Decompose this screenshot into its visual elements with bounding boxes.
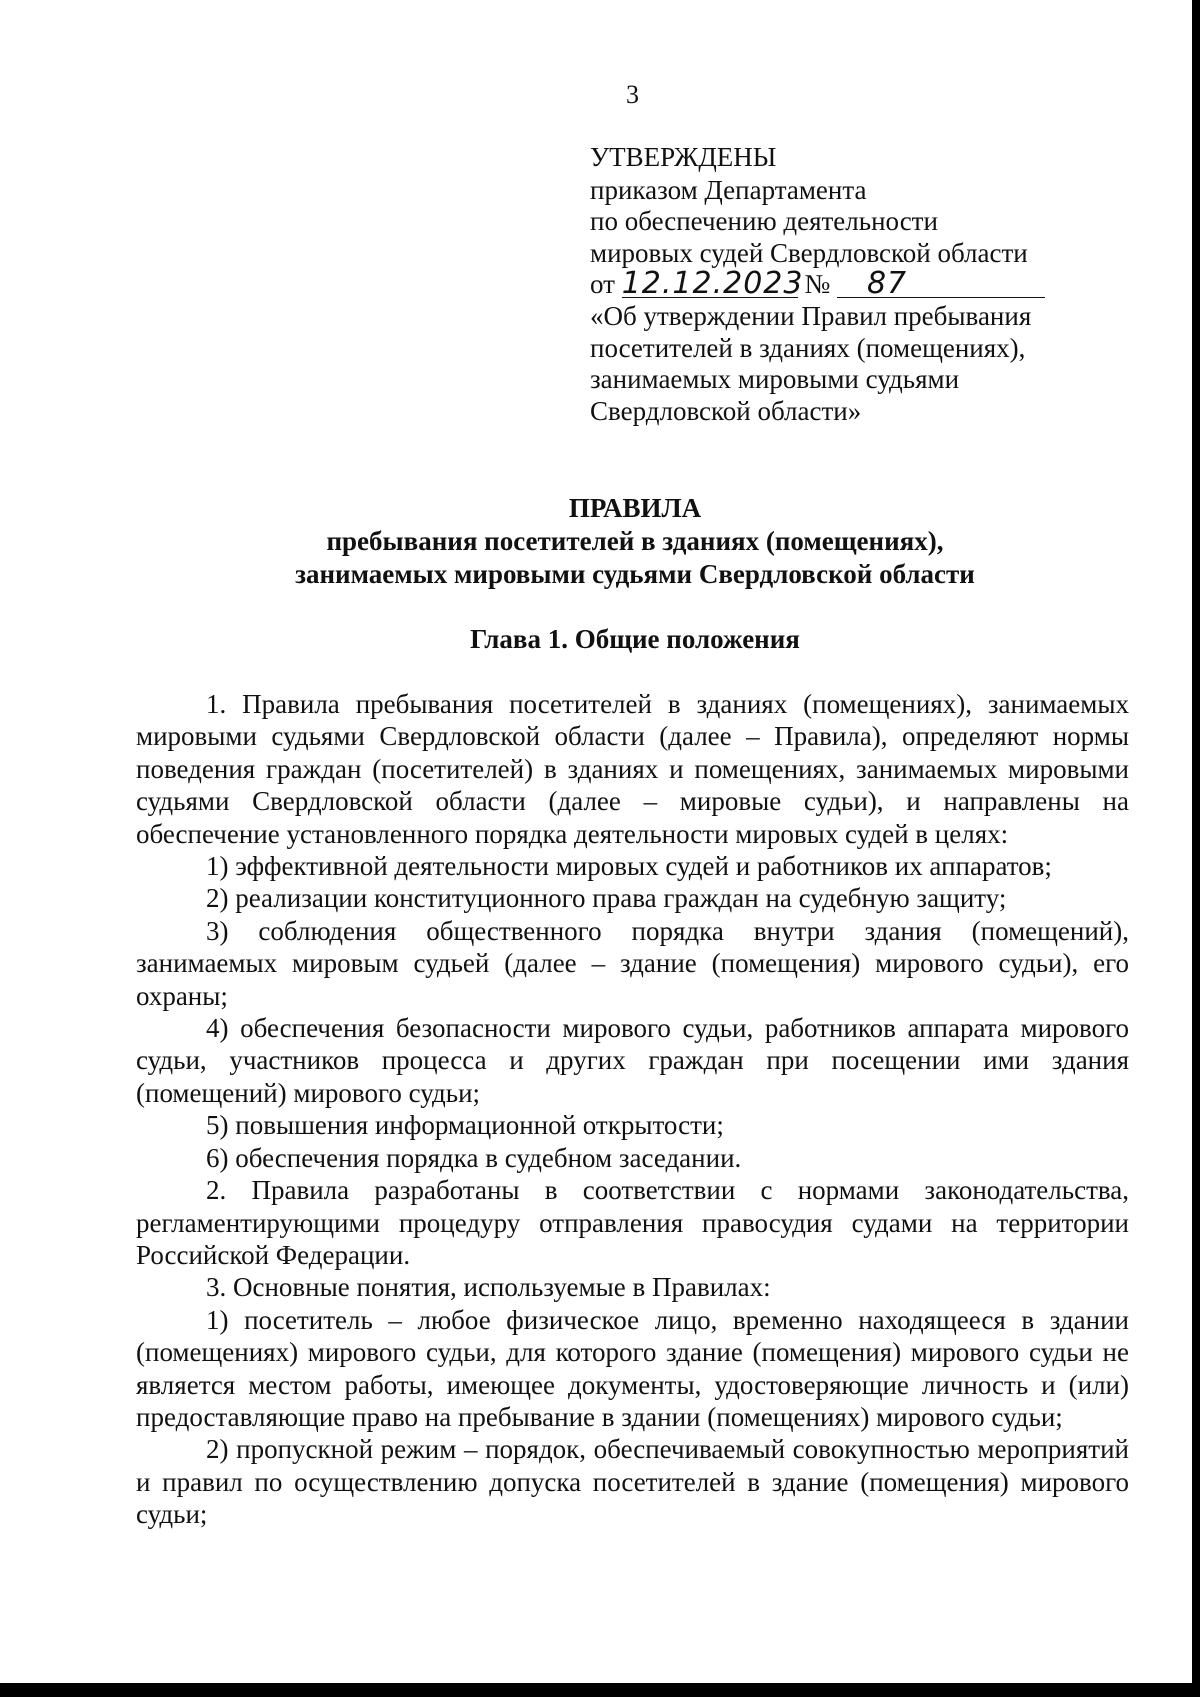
- document-subtitle: пребывания посетителей в зданиях (помещениях),: [326, 526, 944, 556]
- number-prefix: №: [804, 269, 831, 300]
- approval-title-line: занимаемых мировыми судьями: [590, 364, 960, 395]
- paragraph: 4) обеспечения безопасности мирового судьи, работников аппарата мирового судьи, участников процесса и других граждан при посещении ими здания (помещений) мирового судьи;: [136, 1013, 1129, 1108]
- document-body: [136, 688, 1129, 1531]
- handwritten-number: 87: [837, 271, 1045, 298]
- approval-heading: УТВЕРЖДЕНЫ: [590, 142, 777, 172]
- handwritten-date: 12.12.2023: [621, 266, 804, 302]
- approval-date-number-line: [590, 266, 1110, 302]
- approval-line: мировых судей Свердловской области: [590, 237, 1028, 268]
- paragraph: 1) посетитель – любое физическое лицо, временно находящееся в здании (помещениях) мирового судьи, для которого здание (помещения) мирового судьи не является местом работы, имеющее документы, удостоверяющие личность и (или) предоставляющие право на пребывание в здании (помещениях) мирового судьи;: [136, 1304, 1129, 1432]
- approval-line: по обеспечению деятельности: [590, 206, 938, 237]
- paragraph: 6) обеспечения порядка в судебном заседании.: [206, 1142, 742, 1173]
- document-title: ПРАВИЛА: [568, 493, 702, 523]
- paragraph: 3) соблюдения общественного порядка внутри здания (помещений), занимаемых мировым судьей (далее – здание (помещения) мирового судьи), его охраны;: [136, 915, 1129, 1011]
- approval-title-line: Свердловской области»: [590, 395, 862, 426]
- approval-line: приказом Департамента: [590, 174, 867, 205]
- page-number: 3: [626, 80, 639, 109]
- approval-stamp-block: [590, 142, 1110, 427]
- paragraph: 1. Правила пребывания посетителей в зданиях (помещениях), занимаемых мировыми судьями Свердловской области (далее – Правила), определяют нормы поведения граждан (посетителей) в зданиях и помещениях, занимаемых мировыми судьями Свердловской области (далее – мировые судьи), и направлены на обеспечение установленного порядка деятельности мировых судей в целях:: [136, 689, 1129, 849]
- approval-title-line: «Об утверждении Правил пребывания: [590, 300, 1032, 331]
- document-subtitle: занимаемых мировыми судьями Свердловской области: [295, 559, 975, 589]
- paragraph: 2. Правила разработаны в соответствии с нормами законодательства, регламентирующими процедуру отправления правосудия судами на территории Российской Федерации.: [136, 1175, 1129, 1270]
- document-title-block: [135, 492, 1135, 591]
- paragraph: 2) реализации конституционного права граждан на судебную защиту;: [206, 883, 1007, 914]
- paragraph: 5) повышения информационной открытости;: [206, 1110, 724, 1141]
- scan-border-bottom: [0, 1683, 1200, 1697]
- paragraph: 3. Основные понятия, используемые в Правилах:: [206, 1272, 771, 1303]
- scan-border-right: [1192, 0, 1200, 1697]
- paragraph: 1) эффективной деятельности мировых судей и работников их аппаратов;: [206, 851, 1052, 882]
- approval-title-line: посетителей в зданиях (помещениях),: [590, 332, 1026, 363]
- chapter-heading: Глава 1. Общие положения: [470, 624, 800, 654]
- date-prefix: от: [590, 269, 615, 300]
- paragraph: 2) пропускной режим – порядок, обеспечиваемый совокупностью мероприятий и правил по осуществлению допуска посетителей в здание (помещения) мирового судьи;: [136, 1434, 1129, 1530]
